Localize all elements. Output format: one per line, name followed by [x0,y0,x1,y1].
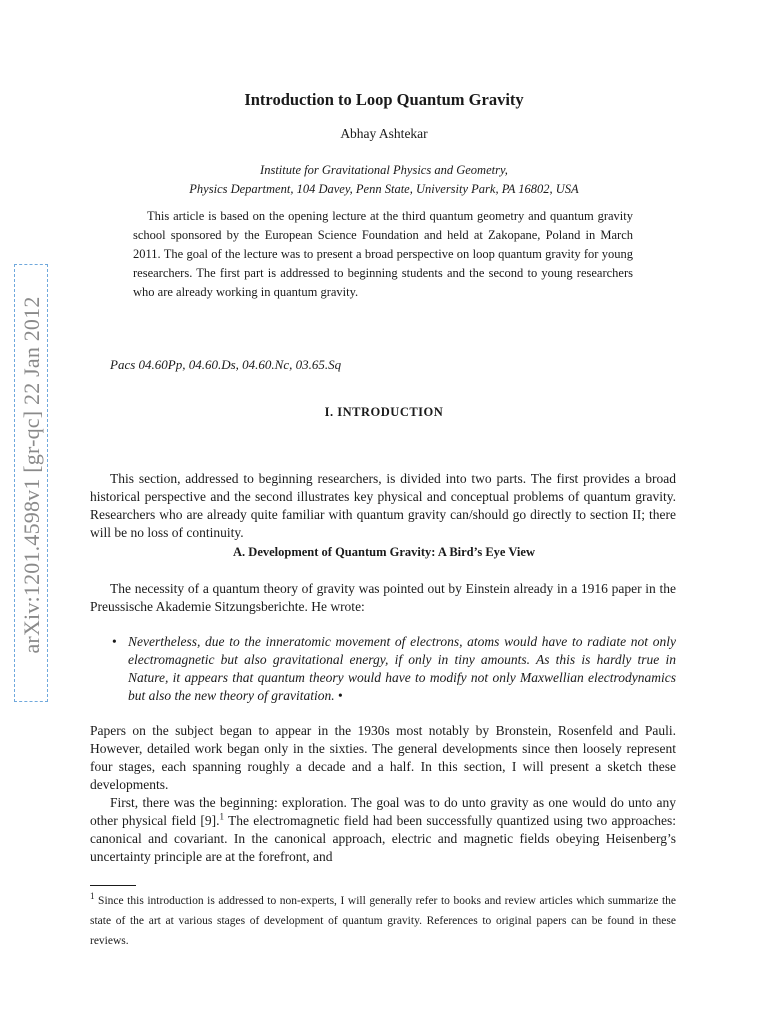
footnote-divider [90,885,136,886]
footnote-text: Since this introduction is addressed to non-experts, I will generally refer to books and review articles which summarize the state of the art at various stages of development of quantum gravity. References to original papers can be found in these reviews. [90,895,676,947]
history-paragraph-3 [90,794,676,866]
quote-end-bullet: • [334,688,343,703]
author-affiliation [0,161,768,199]
section-heading-introduction: I. INTRODUCTION [324,405,444,419]
arxiv-identifier-stamp [14,264,48,702]
affiliation-line-1: Institute for Gravitational Physics and Geometry, [260,163,508,177]
footnote-reference-1: 1 [219,811,224,822]
paragraph-3-end: The electromagnetic field had been successfully quantized using two approaches: canonical and covariant. In the canonical approach, electric and magnetic fields obeying Heisenberg’s uncertainty principle are at the forefront, and [90,813,676,864]
history-paragraph-1: The necessity of a quantum theory of gravity was pointed out by Einstein already in a 1916 paper in the Preussische Akademie Sitzungsberichte. He wrote: [90,581,676,614]
quote-body [128,633,676,705]
quote-text: Nevertheless, due to the inneratomic movement of electrons, atoms would have to radiate not only electromagnetic but also gravitational energy, if only in tiny amounts. As this is hardly true in Nature, it appears that quantum theory would have to modify not only Maxwellian electrodynamics but also the new theory of gravitation. [128,634,676,703]
introduction-paragraph: This section, addressed to beginning researchers, is divided into two parts. The first provides a broad historical perspective and the second illustrates key physical and conceptual problems of quantum gravity. Researchers who are already quite familiar with quantum gravity can/should go directly to section II; there will be no loss of continuity. [90,471,676,540]
paragraph-3-start: First, there was the beginning: exploration. The goal was to do unto gravity as one would do unto any other physical field [9]. [90,795,676,828]
footnote-1 [90,891,676,951]
pacs-codes: Pacs 04.60Pp, 04.60.Ds, 04.60.Nc, 03.65.Sq [110,357,342,372]
footnote-mark: 1 [90,891,95,902]
paper-title: Introduction to Loop Quantum Gravity [244,90,524,109]
einstein-quote [112,633,676,705]
subsection-heading-a: A. Development of Quantum Gravity: A Bird’s Eye View [233,545,535,559]
affiliation-line-2: Physics Department, 104 Davey, Penn State, University Park, PA 16802, USA [189,182,579,196]
paper-author: Abhay Ashtekar [340,126,428,141]
abstract: This article is based on the opening lecture at the third quantum geometry and quantum gravity school sponsored by the European Science Foundation and held at Zakopane, Poland in March 2011. The goal of the lecture was to present a broad perspective on loop quantum gravity for young researchers. The first part is addressed to beginning students and the second to young researchers who are already working in quantum gravity. [133,209,633,299]
history-paragraph-2: Papers on the subject began to appear in the 1930s most notably by Bronstein, Rosenfeld and Pauli. However, detailed work began only in the sixties. The general developments since then loosely represent four stages, each spanning roughly a decade and a half. In this section, I will present a sketch these developments. [90,723,676,792]
quote-bullet: • [112,634,117,649]
arxiv-identifier-text: arXiv:1201.4598v1 [gr-qc] 22 Jan 2012 [19,296,44,654]
